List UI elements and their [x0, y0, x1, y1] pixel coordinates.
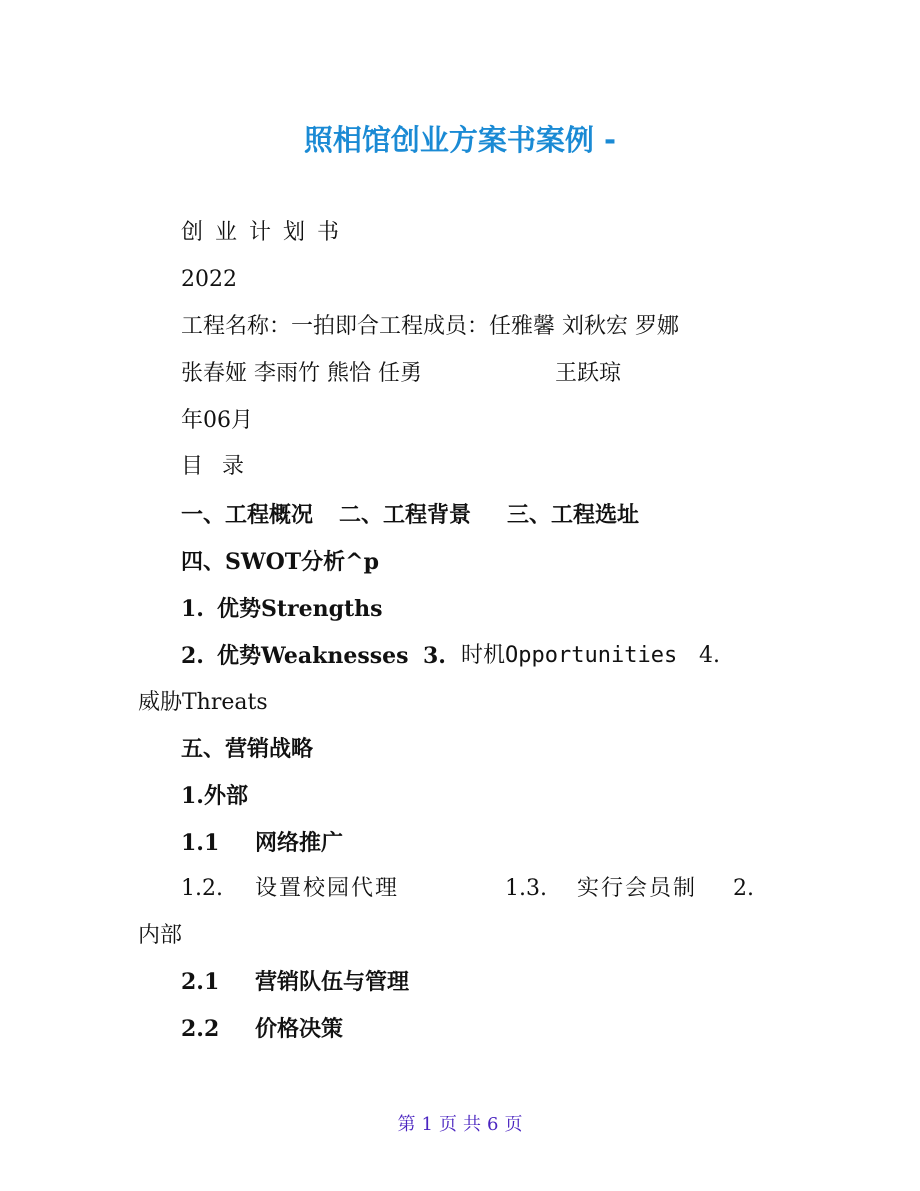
toc-item-strengths: 优势Strengths [217, 596, 383, 622]
plan-heading: 创业计划书 [181, 220, 352, 245]
toc-item-membership: 实行会员制 [577, 876, 698, 901]
toc-item-opportunities: 时机Opportunities [461, 643, 678, 668]
document-title: 照相馆创业方案书案例 - [303, 123, 617, 157]
num-2-top: 2. [733, 876, 754, 901]
toc-heading: 目 录 [181, 454, 250, 479]
num-4: 4. [699, 643, 720, 668]
num-1-3: 1.3. [505, 876, 547, 901]
project-name-line: 工程名称：一拍即合工程成员：任雅馨 刘秋宏 罗娜 [181, 314, 679, 339]
toc-item-threats: 威胁Threats [138, 690, 268, 715]
toc-item-pricing: 价格决策 [255, 1016, 344, 1042]
toc-line-strengths [181, 594, 383, 624]
footer-gong: 共 [463, 1114, 481, 1135]
year-line: 2022 [181, 267, 237, 292]
footer-total-pages: 6 [487, 1114, 499, 1135]
page-footer [0, 1113, 920, 1137]
toc-item-marketing: 五、营销战略 [181, 736, 314, 762]
toc-item-online-promo: 网络推广 [255, 830, 344, 856]
toc-line-weak-opp [181, 641, 720, 672]
toc-line-2-2 [181, 1014, 344, 1044]
month-line: 年06月 [181, 408, 253, 433]
footer-di: 第 [397, 1114, 416, 1135]
num-2-1: 2.1 [181, 969, 220, 995]
footer-page-number: 1 [421, 1114, 433, 1135]
footer-ye2: 页 [504, 1114, 523, 1135]
toc-item-location: 三、工程选址 [507, 502, 640, 528]
num-2-2: 2.2 [181, 1016, 220, 1042]
member-last: 王跃琼 [555, 361, 622, 386]
members-text: 张春娅 李雨竹 熊恰 任勇 [181, 361, 422, 386]
toc-item-background: 二、工程背景 [339, 502, 472, 528]
num-3: 3. [423, 643, 446, 669]
footer-ye: 页 [439, 1114, 457, 1135]
toc-item-sales-team: 营销队伍与管理 [255, 969, 410, 995]
num-2: 2. [181, 643, 204, 669]
toc-item-campus-agent: 设置校园代理 [255, 876, 400, 901]
toc-item-external: 1.外部 [181, 783, 248, 809]
toc-line-1-2 [181, 874, 754, 904]
num-1: 1. [181, 596, 204, 622]
toc-item-swot: 四、SWOT分析^p [181, 549, 379, 575]
toc-line-1 [181, 500, 640, 530]
num-1-2: 1.2. [181, 876, 223, 901]
toc-item-weaknesses: 优势Weaknesses [217, 643, 409, 669]
toc-line-2-1 [181, 967, 410, 997]
num-1-1: 1.1 [181, 830, 220, 856]
members-line [181, 359, 622, 389]
toc-item-overview: 一、工程概况 [181, 502, 314, 528]
toc-item-internal: 内部 [138, 923, 183, 948]
toc-line-1-1 [181, 828, 344, 858]
